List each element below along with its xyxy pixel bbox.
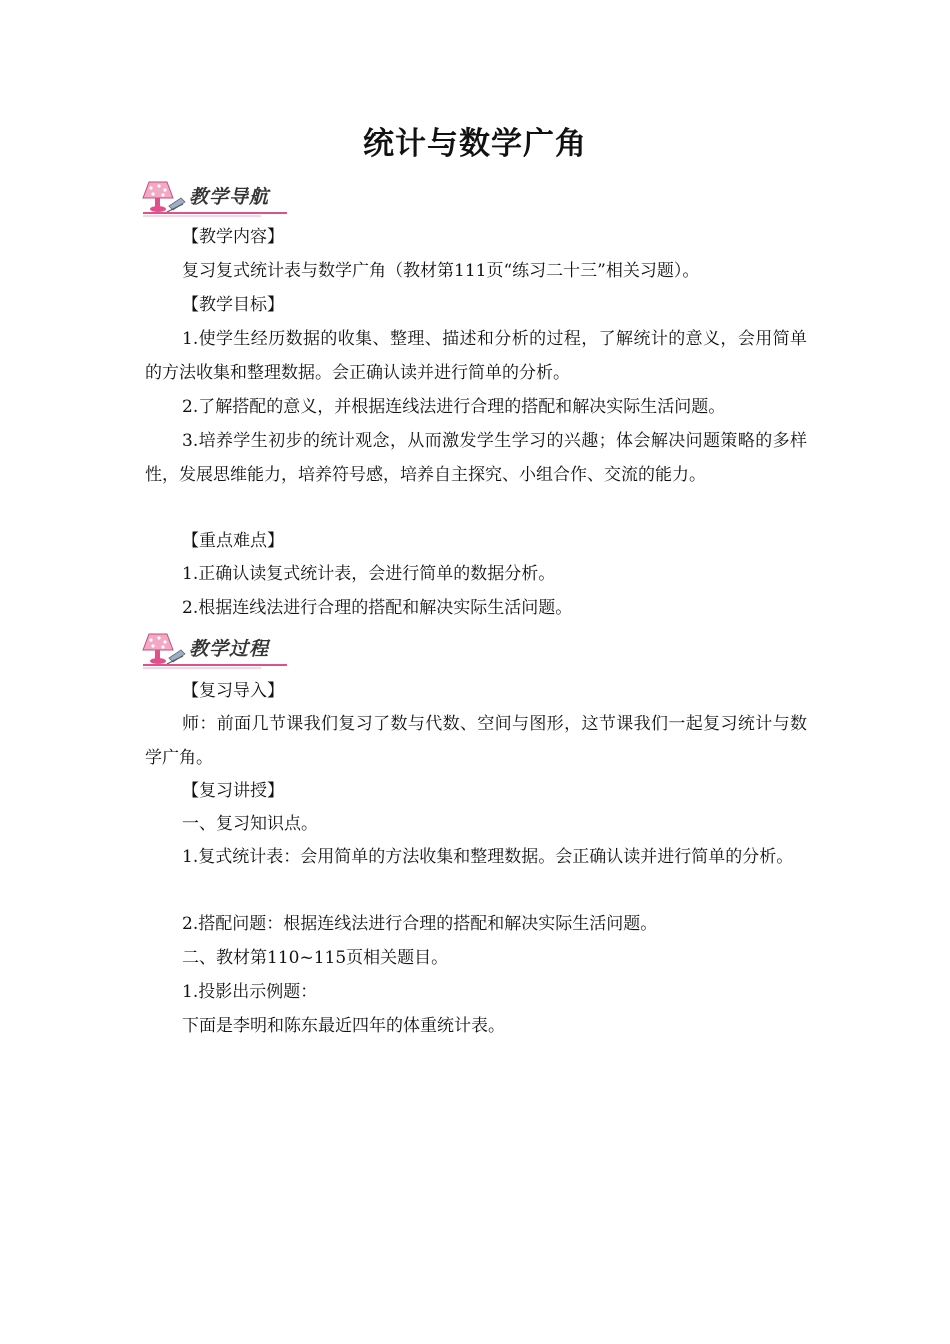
heading-goals: 【教学目标】	[182, 295, 284, 315]
paragraph-teaching-content: 复习复式统计表与数学广角（教材第111页“练习二十三”相关习题）。	[182, 261, 700, 281]
heading-key-points: 【重点难点】	[182, 531, 284, 551]
heading-intro: 【复习导入】	[182, 681, 284, 701]
paragraph-point-1: 1.复式统计表：会用简单的方法收集和整理数据。会正确认读并进行简单的分析。	[182, 847, 794, 867]
heading-example: 1.投影出示例题：	[182, 982, 318, 1002]
paragraph-goal-3: 3.培养学生初步的统计观念，从而激发学生学习的兴趣；体会解决问题策略的多样性，发展思维能力，培养符号感，培养自主探究、小组合作、交流的能力。	[145, 431, 807, 485]
heading-knowledge-points: 一、复习知识点。	[182, 814, 318, 834]
section-label-process: 教学过程	[189, 638, 270, 660]
section-header-process	[141, 628, 291, 670]
paragraph-key-1: 1.正确认读复式统计表，会进行简单的数据分析。	[182, 564, 556, 584]
heading-lecture: 【复习讲授】	[182, 781, 284, 801]
paragraph-intro: 师：前面几节课我们复习了数与代数、空间与图形，这节课我们一起复习统计与数学广角。	[145, 714, 807, 768]
paragraph-example: 下面是李明和陈东最近四年的体重统计表。	[182, 1016, 505, 1036]
heading-textbook: 二、教材第110~115页相关题目。	[182, 948, 449, 968]
section-label-nav: 教学导航	[189, 186, 270, 208]
paragraph-goal-1: 1.使学生经历数据的收集、整理、描述和分析的过程，了解统计的意义，会用简单的方法收集和整理数据。会正确认读并进行简单的分析。	[145, 329, 807, 383]
paragraph-goal-2: 2.了解搭配的意义，并根据连线法进行合理的搭配和解决实际生活问题。	[182, 397, 726, 417]
heading-teaching-content: 【教学内容】	[182, 227, 284, 247]
paragraph-point-2: 2.搭配问题：根据连线法进行合理的搭配和解决实际生活问题。	[182, 914, 658, 934]
page-title: 统计与数学广角	[363, 126, 587, 162]
paragraph-key-2: 2.根据连线法进行合理的搭配和解决实际生活问题。	[182, 598, 573, 618]
section-header-nav	[141, 176, 291, 218]
